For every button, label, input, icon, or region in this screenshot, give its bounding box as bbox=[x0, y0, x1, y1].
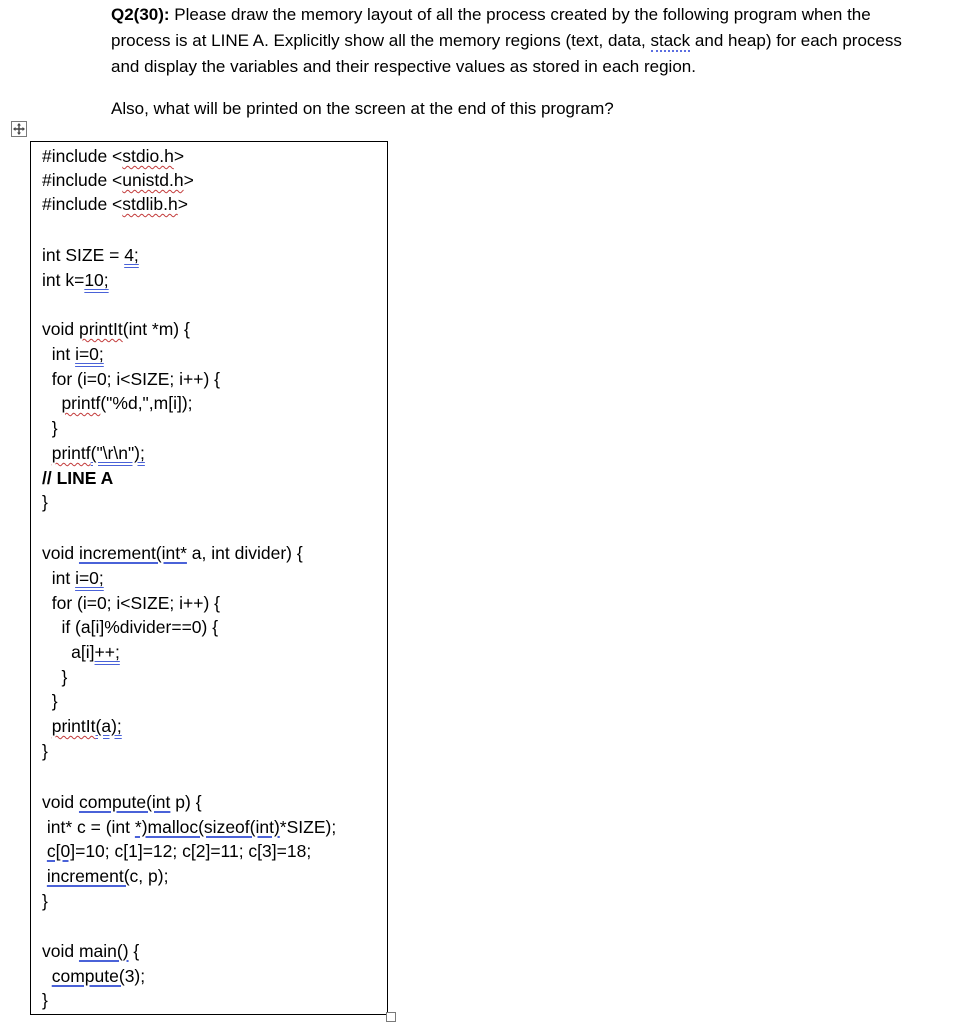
code-line-printit-i-decl: int i=0; bbox=[42, 344, 104, 364]
code-line-increment-if: if (a[i]%divider==0) { bbox=[42, 617, 219, 637]
code-line-line-a-marker: // LINE A bbox=[42, 468, 114, 488]
code-line-increment-for: for (i=0; i<SIZE; i++) { bbox=[42, 593, 220, 613]
code-line-printit-for: for (i=0; i<SIZE; i++) { bbox=[42, 369, 220, 389]
code-line-increment-close-if: } bbox=[42, 667, 68, 687]
code-line-increment-signature: void increment(int* a, int divider) { bbox=[42, 543, 303, 563]
code-line-compute-signature: void compute(int p) { bbox=[42, 792, 202, 812]
question-stack-word: stack bbox=[650, 31, 691, 50]
question-text bbox=[111, 2, 931, 80]
code-line-size-decl: int SIZE = 4; bbox=[42, 245, 139, 265]
code-line-increment-call-printit: printIt(a); bbox=[51, 716, 122, 736]
code-line-k-decl: int k=10; bbox=[42, 270, 109, 290]
code-line-main-call-compute: compute(3); bbox=[51, 966, 146, 986]
code-line-compute-call-increment: increment(c, p); bbox=[46, 866, 169, 886]
code-line-printit-close-for: } bbox=[42, 418, 58, 438]
code-line-compute-close: } bbox=[42, 891, 48, 911]
code-line-include-stdio: #include <stdio.h> bbox=[42, 146, 185, 166]
question-body-part1: Please draw the memory layout of all the process created by the following program when the process is at LINE A. Explicitly show all the memory regions (text, data, bbox=[111, 5, 871, 50]
code-listing-box bbox=[30, 141, 388, 1015]
code-line-increment-i-decl: int i=0; bbox=[42, 568, 104, 588]
code-line-increment-body: a[i]++; bbox=[42, 642, 120, 662]
code-line-printit-close: } bbox=[42, 492, 48, 512]
code-line-printit-printf: printf("%d,",m[i]); bbox=[61, 393, 193, 413]
question-followup: Also, what will be printed on the screen at the end of this program? bbox=[111, 99, 614, 118]
code-line-increment-close-for: } bbox=[42, 691, 58, 711]
table-resize-handle-icon[interactable] bbox=[386, 1012, 396, 1022]
code-line-include-unistd: #include <unistd.h> bbox=[42, 170, 194, 190]
code-line-include-stdlib: #include <stdlib.h> bbox=[42, 194, 188, 214]
code-line-main-signature: void main() { bbox=[42, 941, 140, 961]
question-label: Q2(30): bbox=[111, 5, 170, 24]
code-line-compute-assign: c[0]=10; c[1]=12; c[2]=11; c[3]=18; bbox=[46, 841, 312, 861]
code-line-printit-signature: void printIt(int *m) { bbox=[42, 319, 190, 339]
code-line-main-close: } bbox=[42, 990, 48, 1010]
code-line-printit-printf-newline: printf("\r\n"); bbox=[51, 443, 145, 463]
code-line-increment-close: } bbox=[42, 741, 48, 761]
code-line-compute-malloc: int* c = (int *)malloc(sizeof(int)*SIZE); bbox=[42, 817, 337, 837]
question-body-part2: and heap) for each process and display the variables and their respective values as stored in each region. bbox=[111, 31, 902, 76]
table-move-handle-icon[interactable] bbox=[11, 121, 27, 137]
